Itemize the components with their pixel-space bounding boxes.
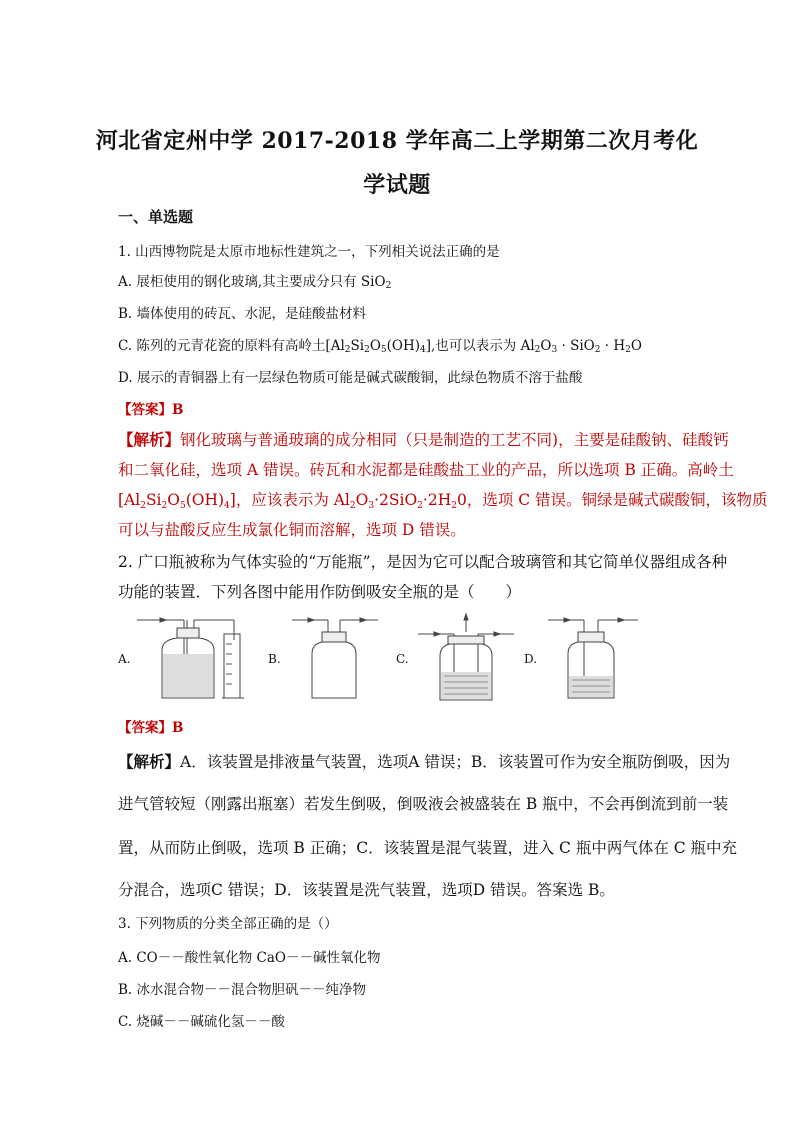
q1-analysis-line3: [Al2Si2O5(OH)4]，应该表示为 Al2O3·2SiO2·2H20，选项 C 错误。铜绿是碱式碳酸铜，该物质 <box>118 491 768 511</box>
q2-analysis-line3: 置，从而防止倒吸，选项 B 正确；C．该装置是混气装置，进入 C 瓶中两气体在 C 瓶中充 <box>118 839 738 857</box>
q2-analysis-line4: 分混合，选项C 错误；D．该装置是洗气装置，选项D 错误。答案选 B。 <box>118 881 615 899</box>
q1-option-c: C. 陈列的元青花瓷的原料有高岭土$[Al_2Si_2O_5(OH)_4]$,也可以表示为 $Al_2O_3 \cdot SiO_2 \cdot H_2O$ <box>118 338 642 355</box>
q2-option-a-label: A. <box>118 652 131 666</box>
q1-analysis-line1: 【解析】钢化玻璃与普通玻璃的成分相同（只是制造的工艺不同)，主要是硅酸钠、硅酸钙 <box>118 430 729 449</box>
q1-answer: 【答案】B <box>118 402 184 418</box>
document-title-line1: 河北省定州中学 2017-2018 学年高二上学期第二次月考化 <box>95 128 699 154</box>
q3-option-c: C. 烧碱－－碱硫化氢－－酸 <box>118 1014 285 1030</box>
q1-option-d: D. 展示的青铜器上有一层绿色物质可能是碱式碳酸铜，此绿色物质不溶于盐酸 <box>118 370 583 386</box>
apparatus-c-figure <box>416 610 516 705</box>
q2-option-d-label: D. <box>524 652 538 666</box>
q3-option-b: B. 冰水混合物－－混合物胆矾－－纯净物 <box>118 982 367 998</box>
document-title-line2: 学试题 <box>363 172 431 198</box>
q1-analysis-line2: 和二氧化硅，选项 A 错误。砖瓦和水泥都是硅酸盐工业的产品，所以选项 B 正确。高岭土 <box>118 461 734 479</box>
q3-stem: 3. 下列物质的分类全部正确的是（） <box>118 916 338 932</box>
q2-option-c-label: C. <box>396 652 409 666</box>
q2-answer: 【答案】B <box>118 720 184 736</box>
q2-stem-line1: 2. 广口瓶被称为气体实验的“万能瓶”，是因为它可以配合玻璃管和其它简单仪器组成各种 <box>118 553 728 571</box>
q2-analysis-line2: 进气管较短（刚露出瓶塞）若发生倒吸，倒吸液会被盛装在 B 瓶中，不会再倒流到前一装 <box>118 795 729 813</box>
q2-analysis-line1: 【解析】A．该装置是排液量气装置，选项A 错误；B．该装置可作为安全瓶防倒吸，因为 <box>118 752 731 771</box>
q2-option-b-label: B. <box>268 652 281 666</box>
q1-stem: 1. 山西博物院是太原市地标性建筑之一，下列相关说法正确的是 <box>118 244 500 260</box>
apparatus-d-figure <box>546 610 646 705</box>
q1-option-a: A. 展柜使用的钢化玻璃,其主要成分只有 SiO$_2$ <box>118 274 392 291</box>
q1-analysis-line4: 可以与盐酸反应生成氯化铜而溶解，选项 D 错误。 <box>118 521 466 539</box>
q1-option-b: B. 墙体使用的砖瓦、水泥，是硅酸盐材料 <box>118 306 367 322</box>
apparatus-a-figure <box>132 610 252 705</box>
q2-stem-line2: 功能的装置．下列各图中能用作防倒吸安全瓶的是（ ） <box>118 583 522 601</box>
apparatus-b-figure <box>290 610 385 705</box>
q3-option-a: A. CO－－酸性氧化物 CaO－－碱性氧化物 <box>118 950 381 966</box>
section-heading: 一、单选题 <box>118 208 194 226</box>
